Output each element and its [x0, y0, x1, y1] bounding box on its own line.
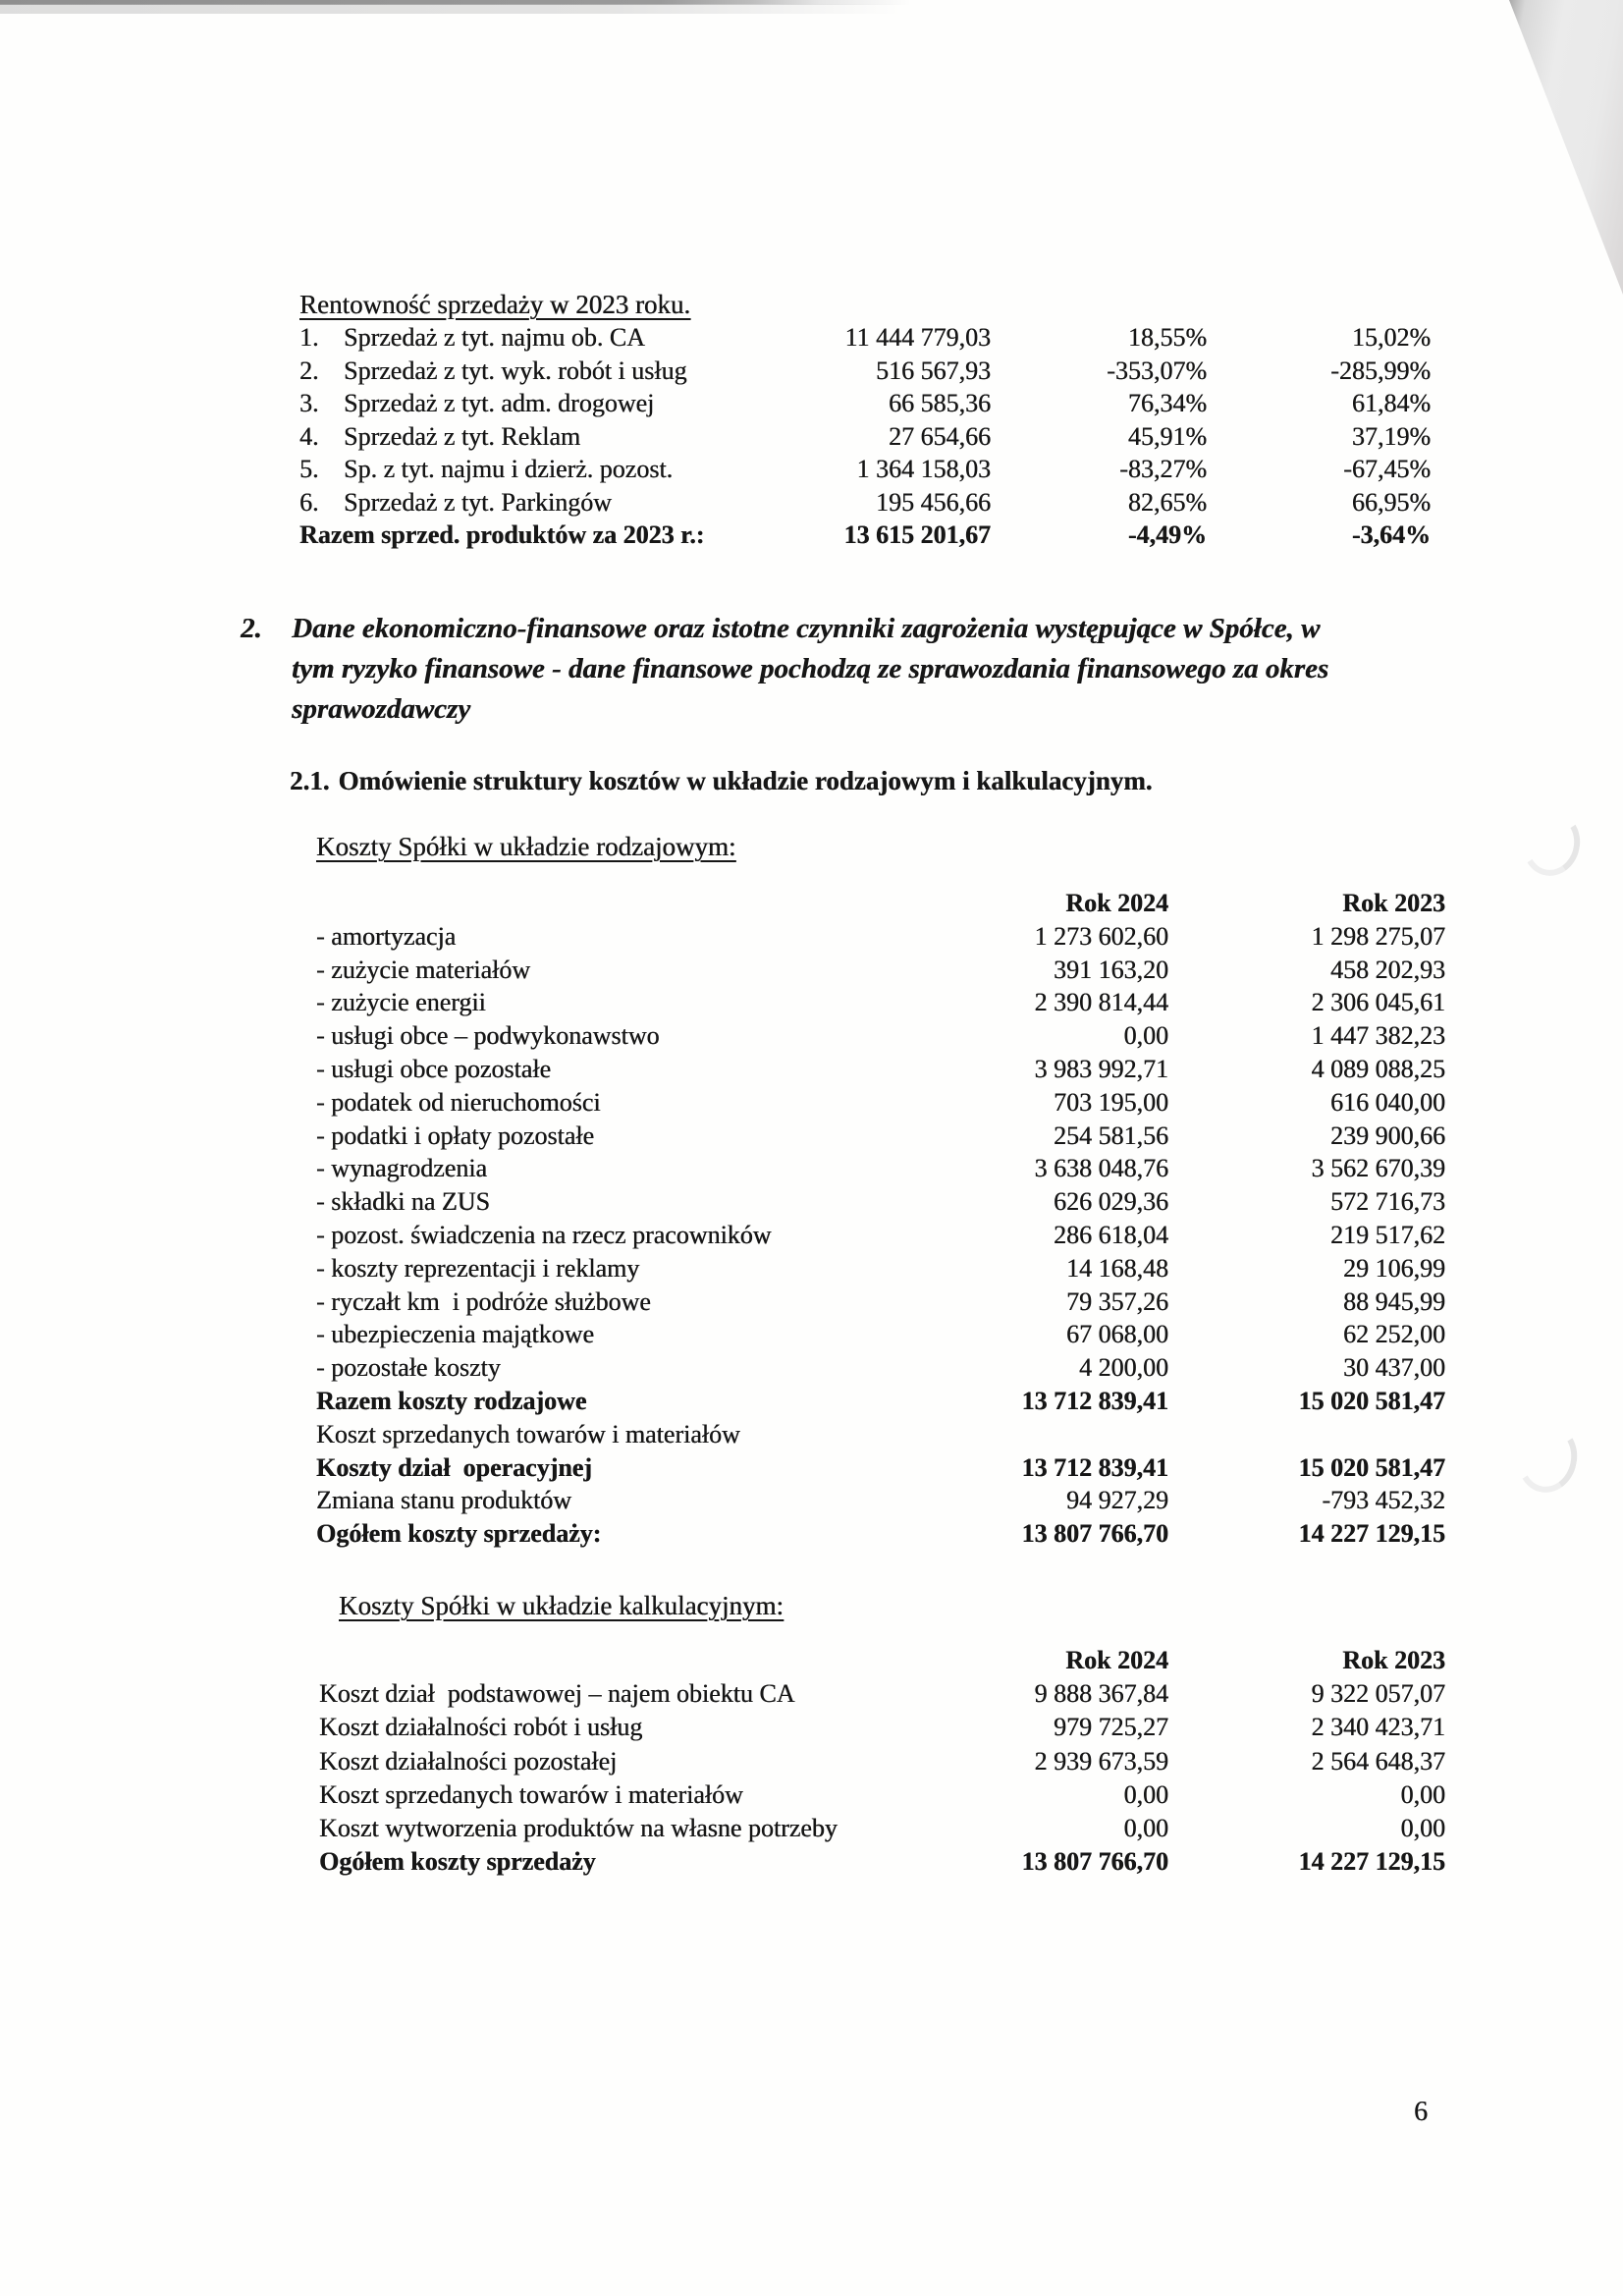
row-number: 3.: [299, 389, 319, 417]
row-label: - składki na ZUS: [316, 1187, 490, 1217]
row-label: - ryczałt km i podróże służbowe: [316, 1286, 651, 1316]
row-label: Koszt sprzedanych towarów i materiałów: [319, 1779, 743, 1809]
row-value-2024: 13 712 839,41: [1021, 1452, 1168, 1482]
table-row: [319, 1812, 1445, 1845]
profitability-rows: [299, 321, 1431, 552]
row-value-2024: 286 618,04: [1054, 1220, 1168, 1249]
row-label: - zużycie energii: [316, 988, 486, 1017]
col-header-rok-2023: Rok 2023: [1342, 889, 1445, 917]
table-row: [316, 954, 1445, 987]
row-value-2024: 13 807 766,70: [1021, 1519, 1168, 1549]
rodzajowym-heading-text: Koszty Spółki w układzie rodzajowym:: [316, 832, 736, 861]
row-value-2023: 616 040,00: [1330, 1087, 1445, 1117]
table-row: [316, 920, 1445, 954]
table-row: [316, 1120, 1445, 1153]
row-label: Koszty dział operacyjnej: [316, 1452, 592, 1482]
table-header-row: [316, 887, 1445, 920]
row-number: 4.: [299, 421, 319, 451]
section-2-heading: [241, 609, 1473, 730]
rodzajowym-table: [316, 887, 1445, 1551]
scan-artifact-corner-wedge: [1509, 0, 1623, 295]
table-row: [299, 321, 1431, 355]
row-label: - koszty reprezentacji i reklamy: [316, 1253, 640, 1283]
row-number: 1.: [299, 323, 319, 352]
profitability-table: [299, 288, 1431, 552]
table-row: [316, 1185, 1445, 1219]
row-value-2024: 0,00: [1123, 1813, 1168, 1842]
table-row: [319, 1711, 1445, 1744]
row-value-2023: 30 437,00: [1343, 1353, 1445, 1383]
table-row: [316, 1351, 1445, 1385]
kalkulacyjnym-heading-text: Koszty Spółki w układzie kalkulacyjnym:: [339, 1591, 784, 1620]
kalkulacyjnym-table: [319, 1644, 1445, 1879]
row-label: - amortyzacja: [316, 921, 457, 951]
profitability-title: Rentowność sprzedaży w 2023 roku.: [299, 290, 691, 319]
header-spacer: [319, 1644, 943, 1677]
section-title: [292, 609, 1328, 730]
table-row: [316, 1053, 1445, 1086]
section-title-line: sprawozdawczy: [292, 693, 471, 725]
row-label: Sprzedaż z tyt. Parkingów: [344, 487, 612, 517]
row-pct-a: -83,27%: [1119, 455, 1207, 483]
row-value-2024: 14 168,48: [1066, 1253, 1168, 1283]
row-value-2024: 94 927,29: [1066, 1486, 1168, 1515]
row-pct-b: -3,64%: [1351, 520, 1431, 549]
row-pct-a: -4,49%: [1127, 520, 1207, 549]
row-label: Koszt działalności pozostałej: [319, 1746, 618, 1776]
row-value-2023: -793 452,32: [1322, 1486, 1445, 1515]
row-number: 2.: [299, 355, 319, 385]
row-value-2023: 15 020 581,47: [1298, 1452, 1445, 1482]
table-row: [316, 1285, 1445, 1319]
table-row: [299, 486, 1431, 519]
row-label: - pozostałe koszty: [316, 1353, 501, 1383]
table-row: [299, 387, 1431, 420]
row-label: - podatek od nieruchomości: [316, 1087, 601, 1117]
row-pct-a: 82,65%: [1127, 487, 1207, 517]
table-row: [316, 1451, 1445, 1485]
row-value-2024: 391 163,20: [1054, 955, 1168, 984]
row-pct-b: 15,02%: [1351, 323, 1431, 352]
row-label: Razem koszty rodzajowe: [316, 1386, 587, 1415]
row-value-2024: 254 581,56: [1054, 1121, 1168, 1150]
row-value-2023: 1 298 275,07: [1311, 921, 1445, 951]
row-label: - usługi obce pozostałe: [316, 1054, 551, 1083]
scan-artifact-hole-punch-mark: [1511, 1419, 1583, 1499]
row-value-2023: 2 564 648,37: [1311, 1746, 1445, 1776]
rodzajowym-rows: [316, 920, 1445, 1551]
page-number: 6: [1414, 2097, 1428, 2127]
table-row: [299, 453, 1431, 486]
row-label: - usługi obce – podwykonawstwo: [316, 1021, 660, 1051]
table-row: [316, 1252, 1445, 1285]
row-pct-b: 61,84%: [1351, 389, 1431, 417]
row-value-2024: 703 195,00: [1054, 1087, 1168, 1117]
row-value-2023: 3 562 670,39: [1311, 1154, 1445, 1183]
row-value-2023: 572 716,73: [1330, 1187, 1445, 1217]
row-label: Sprzedaż z tyt. adm. drogowej: [344, 389, 655, 417]
section-title-line: Dane ekonomiczno-finansowe oraz istotne czynniki zagrożenia występujące w Spółce, w: [292, 613, 1321, 644]
row-value-2023: 14 227 129,15: [1298, 1847, 1445, 1877]
row-value-2023: 15 020 581,47: [1298, 1386, 1445, 1415]
row-label: Sprzedaż z tyt. najmu ob. CA: [344, 323, 645, 352]
table-row: [319, 1677, 1445, 1711]
section-title-line: tym ryzyko finansowe - dane finansowe pochodzą ze sprawozdania finansowego za okres: [292, 653, 1329, 684]
table-row: [319, 1845, 1445, 1879]
row-value: 11 444 779,03: [844, 323, 991, 352]
row-value-2024: 3 638 048,76: [1034, 1154, 1168, 1183]
subsection-title: Omówienie struktury kosztów w układzie rodzajowym i kalkulacyjnym.: [338, 766, 1153, 795]
row-value-2024: 979 725,27: [1054, 1713, 1168, 1742]
row-label: Koszt działalności robót i usług: [319, 1713, 643, 1742]
row-pct-b: -285,99%: [1330, 355, 1431, 385]
row-label: Koszt wytworzenia produktów na własne potrzeby: [319, 1813, 838, 1842]
scan-artifact-top-smudge: [0, 4, 1100, 14]
row-label: Ogółem koszty sprzedaży: [319, 1847, 596, 1877]
kalkulacyjnym-rows: [319, 1677, 1445, 1879]
row-value-2024: 67 068,00: [1066, 1320, 1168, 1349]
kalkulacyjnym-heading: [339, 1589, 784, 1622]
table-row: [319, 1745, 1445, 1778]
row-pct-a: 45,91%: [1127, 421, 1207, 451]
row-label: Razem sprzed. produktów za 2023 r.:: [299, 520, 705, 549]
row-pct-b: 37,19%: [1351, 421, 1431, 451]
row-value-2023: 0,00: [1400, 1779, 1445, 1809]
row-label: - pozost. świadczenia na rzecz pracowników: [316, 1220, 772, 1249]
table-row: [316, 986, 1445, 1019]
row-value-2024: [943, 1418, 1168, 1451]
row-value: 1 364 158,03: [856, 455, 991, 483]
row-pct-a: 76,34%: [1127, 389, 1207, 417]
row-label: - ubezpieczenia majątkowe: [316, 1320, 594, 1349]
subsection-number: 2.1.: [290, 766, 330, 795]
row-number: 6.: [299, 487, 319, 517]
row-value: 66 585,36: [889, 389, 991, 417]
row-label: Koszt dział podstawowej – najem obiektu CA: [319, 1679, 795, 1709]
table-header-row: [319, 1644, 1445, 1677]
row-pct-a: 18,55%: [1127, 323, 1207, 352]
row-value: 13 615 201,67: [843, 520, 991, 549]
row-label: - wynagrodzenia: [316, 1154, 487, 1183]
table-row: [316, 1086, 1445, 1120]
table-row: [316, 1318, 1445, 1351]
row-label: - zużycie materiałów: [316, 955, 530, 984]
row-pct-b: -67,45%: [1343, 455, 1431, 483]
row-value: 27 654,66: [889, 421, 991, 451]
row-value-2023: 2 306 045,61: [1311, 988, 1445, 1017]
row-value-2024: 3 983 992,71: [1034, 1054, 1168, 1083]
table-row: [316, 1418, 1445, 1451]
row-value-2023: 219 517,62: [1330, 1220, 1445, 1249]
row-value: 195 456,66: [876, 487, 991, 517]
row-pct-a: -353,07%: [1107, 355, 1207, 385]
row-label: Zmiana stanu produktów: [316, 1486, 571, 1515]
table-row: [316, 1517, 1445, 1551]
table-row: [299, 355, 1431, 388]
row-value-2024: 2 939 673,59: [1034, 1746, 1168, 1776]
row-value-2023: 239 900,66: [1330, 1121, 1445, 1150]
row-value-2024: 79 357,26: [1066, 1286, 1168, 1316]
row-value-2023: 1 447 382,23: [1311, 1021, 1445, 1051]
col-header-rok-2023: Rok 2023: [1342, 1646, 1445, 1674]
rodzajowym-heading: [316, 830, 735, 863]
row-value-2023: 458 202,93: [1330, 955, 1445, 984]
row-value-2023: 9 322 057,07: [1311, 1679, 1445, 1709]
table-row: [299, 519, 1431, 552]
row-value-2024: 9 888 367,84: [1034, 1679, 1168, 1709]
row-value-2024: 0,00: [1123, 1021, 1168, 1051]
row-value-2024: 13 712 839,41: [1021, 1386, 1168, 1415]
row-value-2023: 62 252,00: [1343, 1320, 1445, 1349]
row-label: Ogółem koszty sprzedaży:: [316, 1519, 602, 1549]
row-label: Sprzedaż z tyt. wyk. robót i usług: [344, 355, 687, 385]
row-number: 5.: [299, 455, 319, 483]
table-row: [316, 1152, 1445, 1185]
row-value-2024: 13 807 766,70: [1021, 1847, 1168, 1877]
row-value-2023: 2 340 423,71: [1311, 1713, 1445, 1742]
col-header-rok-2024: Rok 2024: [1065, 889, 1168, 917]
row-value-2023: 0,00: [1400, 1813, 1445, 1842]
header-spacer: [316, 887, 943, 920]
row-value-2024: 626 029,36: [1054, 1187, 1168, 1217]
col-header-rok-2024: Rok 2024: [1065, 1646, 1168, 1674]
row-label: Koszt sprzedanych towarów i materiałów: [316, 1419, 740, 1449]
table-row: [299, 420, 1431, 454]
row-value-2024: 0,00: [1123, 1779, 1168, 1809]
section-number: 2.: [241, 613, 262, 644]
table-row: [316, 1385, 1445, 1418]
row-label: Sp. z tyt. najmu i dzierż. pozost.: [344, 455, 674, 483]
row-value-2023: 4 089 088,25: [1311, 1054, 1445, 1083]
row-value-2023: 29 106,99: [1343, 1253, 1445, 1283]
table-row: [316, 1219, 1445, 1252]
row-value-2024: 1 273 602,60: [1034, 921, 1168, 951]
row-value-2023: [1168, 1418, 1445, 1451]
table-row: [316, 1484, 1445, 1517]
row-value-2023: 88 945,99: [1343, 1286, 1445, 1316]
row-value-2024: 4 200,00: [1079, 1353, 1168, 1383]
table-row: [319, 1778, 1445, 1812]
row-label: - podatki i opłaty pozostałe: [316, 1121, 595, 1150]
row-value: 516 567,93: [876, 355, 991, 385]
row-pct-b: 66,95%: [1351, 487, 1431, 517]
row-label: Sprzedaż z tyt. Reklam: [344, 421, 581, 451]
row-value-2023: 14 227 129,15: [1298, 1519, 1445, 1549]
row-value-2024: 2 390 814,44: [1034, 988, 1168, 1017]
table-row: [316, 1019, 1445, 1053]
subsection-21-heading: [290, 764, 1153, 797]
scan-artifact-hole-punch-mark: [1517, 806, 1586, 882]
